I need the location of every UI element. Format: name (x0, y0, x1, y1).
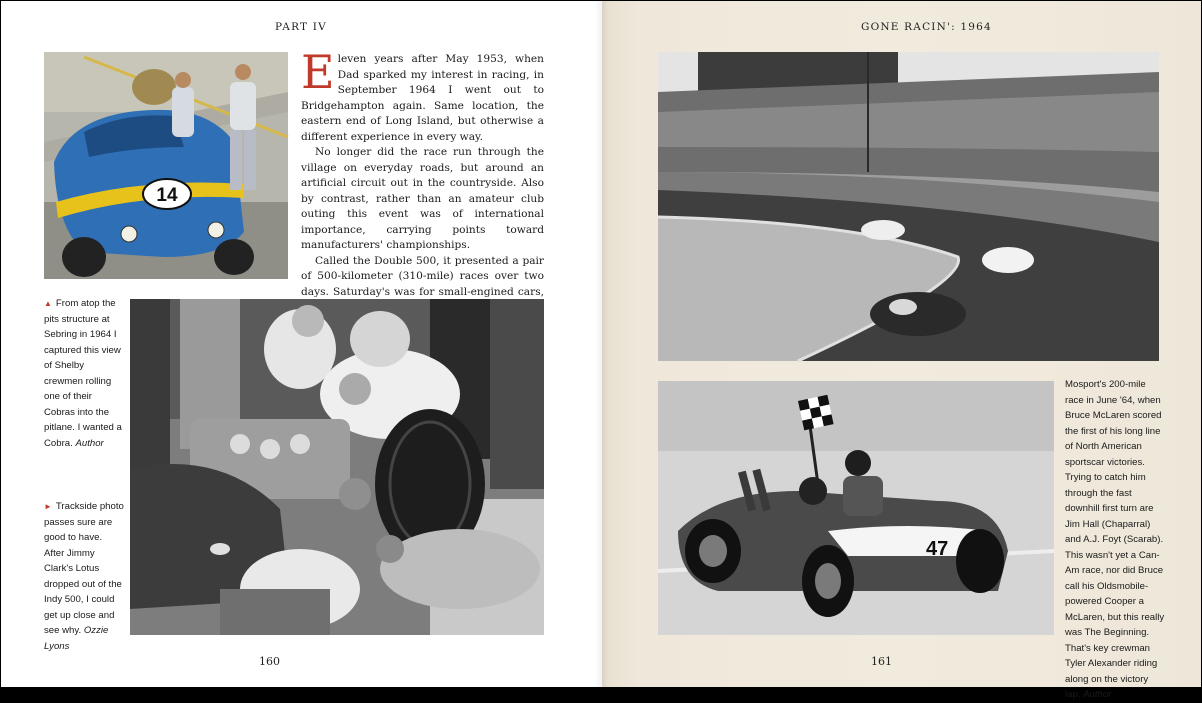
drop-cap: E (301, 45, 335, 99)
body-text (301, 45, 544, 298)
caption-sebring (44, 296, 124, 451)
photo-mclaren-victory (658, 381, 1054, 635)
paragraph-1: leven years after May 1953, when Dad sparked my interest in racing, in September 1964 I went out to Bridgehampton again. Same location, the eastern end of Long Island, but otherwise a different experience in every way. (301, 53, 544, 143)
caption-mosport-text: Mosport's 200-mile race in June '64, when Bruce McLaren scored the first of his long line of North American sportscar victories. Trying to catch him through the fast downhill first turn are Jim Hall (Chaparral) and A.J. Foyt (Scarab). This wasn't yet a Can-Am race, nor did Bruce call his Oldsmobile-powered Cooper a McLaren, but this really was The Beginning. That's key crewman Tyler Alexander riding along on the victory lap. (1065, 379, 1165, 700)
running-head-left: PART IV (275, 21, 327, 33)
car-number-14: 14 (156, 185, 178, 206)
gutter-shadow (595, 1, 609, 687)
caption-indy-text: Trackside photo passes sure are good to have. After Jimmy Clark's Lotus dropped out of the Indy 500, I could get up close and see why. (44, 501, 124, 636)
caption-arrow-up-icon: ▲ (44, 299, 52, 308)
running-head-right: GONE RACIN': 1964 (861, 21, 992, 33)
caption-sebring-credit: Author (75, 437, 104, 449)
caption-indy (44, 499, 124, 654)
paragraph-3: Called the Double 500, it presented a pair of 500-kilometer (310-mile) races over two days. Saturday's was for small-engined cars, (301, 254, 544, 298)
left-page (1, 1, 602, 687)
caption-sebring-text: From atop the pits structure at Sebring in 1964 I captured this view of Shelby crewmen rolling one of their Cobras into the pitlane. I wanted a Cobra. (44, 298, 122, 449)
car-number-47: 47 (926, 538, 949, 560)
paragraph-2: No longer did the race run through the village on everyday roads, but around an artificial circuit out in the countryside. Also by contrast, rather than an amateur club outing this event was of international importance, carrying points toward manufacturers' championships. (301, 146, 544, 251)
caption-mosport-credit: Author (1083, 689, 1112, 700)
folio-right: 161 (871, 655, 892, 668)
caption-indy-credit: Ozzie Lyons (44, 625, 109, 652)
photo-mosport-corner (658, 52, 1159, 361)
caption-mosport (1065, 377, 1165, 703)
book-spread (1, 1, 1201, 700)
photo-lotus-indy (130, 299, 544, 635)
caption-arrow-right-icon: ► (44, 502, 52, 511)
photo-cobra-pits (44, 52, 288, 279)
right-page (602, 1, 1201, 700)
folio-left: 160 (259, 655, 280, 668)
